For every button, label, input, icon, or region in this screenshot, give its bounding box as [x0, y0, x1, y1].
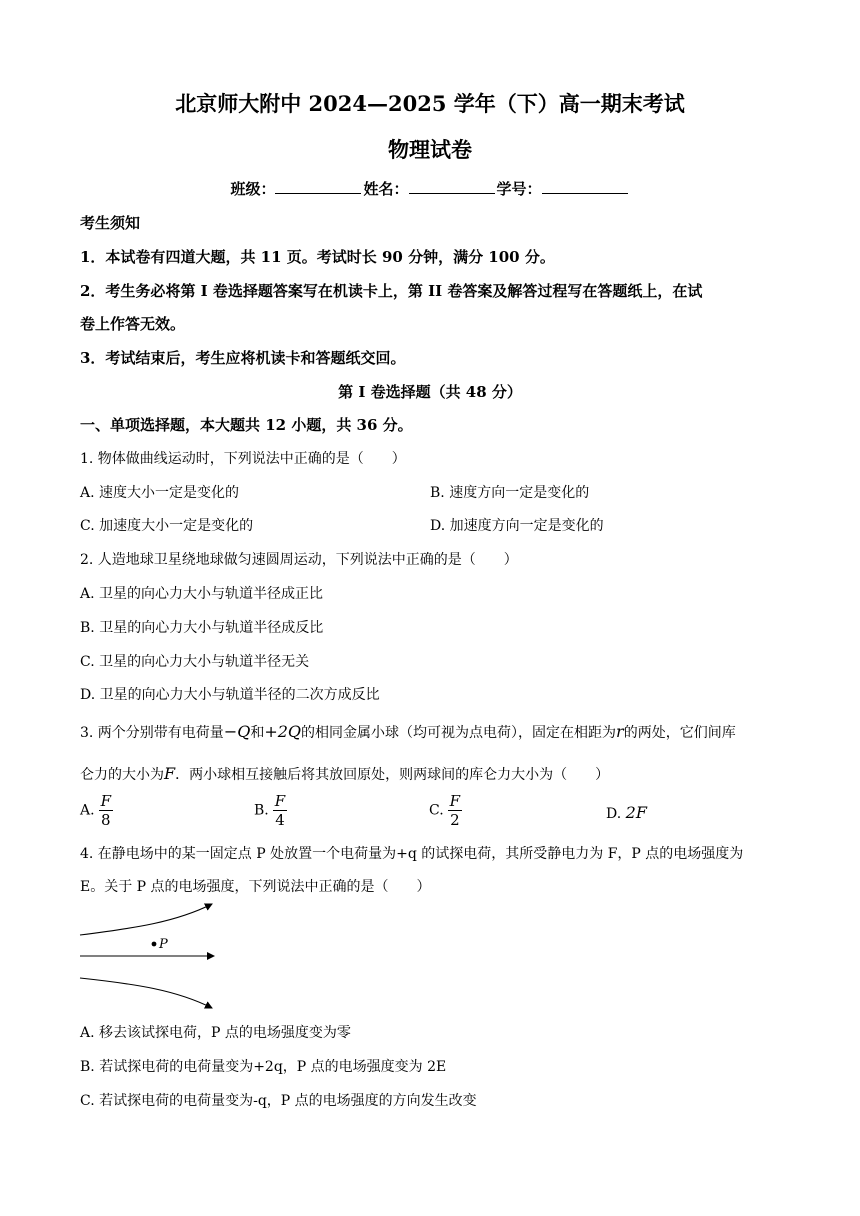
q3-option-b — [254, 792, 287, 829]
q4-option-b: B. 若试探电荷的电荷量变为+2q，P 点的电场强度变为 2E — [80, 1059, 447, 1075]
electric-field-diagram — [76, 902, 226, 1014]
name-blank[interactable] — [409, 181, 495, 194]
notice-item-2a: 2．考生务必将第 I 卷选择题答案写在机读卡上，第 II 卷答案及解答过程写在答题纸上，在试 — [80, 282, 703, 300]
q3-option-d-label: D. — [606, 806, 622, 822]
q3-text-6: ．两小球相互接触后将其放回原处，则两球间的库仑力大小为（ ） — [175, 767, 610, 783]
q3-text-3: 的相同金属小球（均可视为点电荷），固定在相距为 — [301, 725, 617, 741]
q3-stem-line-2 — [80, 764, 609, 784]
q2-option-d: D. 卫星的向心力大小与轨道半径的二次方成反比 — [80, 687, 380, 703]
name-label: 姓名： — [363, 180, 409, 198]
q3-option-c-numerator: F — [449, 792, 461, 810]
q3-option-a — [80, 792, 113, 829]
q3-option-c — [429, 792, 462, 829]
field-line-top — [80, 904, 212, 935]
point-p-dot — [152, 942, 157, 947]
q3-option-b-fraction — [273, 792, 287, 829]
q3-option-a-fraction — [99, 792, 113, 829]
q3-option-b-numerator: F — [274, 792, 286, 810]
q3-option-a-label: A. — [80, 802, 95, 819]
q2-option-a: A. 卫星的向心力大小与轨道半径成正比 — [80, 586, 324, 602]
notice-item-2b: 卷上作答无效。 — [80, 315, 186, 333]
q3-force-f: F — [164, 764, 176, 783]
q3-option-d-value: 2F — [625, 803, 647, 822]
point-p-label: P — [159, 937, 168, 952]
id-blank[interactable] — [542, 181, 628, 194]
q3-option-b-denominator: 4 — [275, 811, 285, 829]
notice-item-1: 1．本试卷有四道大题，共 11 页。考试时长 90 分钟，满分 100 分。 — [80, 248, 555, 266]
q3-text-4: 的两处，它们间库 — [623, 725, 736, 741]
q3-option-d — [606, 803, 647, 822]
q3-charge-plus-2q: +2Q — [264, 722, 302, 741]
q1-option-a: A. 速度大小一定是变化的 — [80, 485, 240, 501]
q3-option-a-denominator: 8 — [101, 811, 111, 829]
q2-stem: 2. 人造地球卫星绕地球做匀速圆周运动，下列说法中正确的是（ ） — [80, 552, 518, 568]
student-info-fields — [0, 178, 860, 199]
q4-stem-line-2: E。关于 P 点的电场强度，下列说法中正确的是（ ） — [80, 879, 431, 895]
q1-stem: 1. 物体做曲线运动时，下列说法中正确的是（ ） — [80, 451, 406, 467]
field-line-bottom — [80, 978, 212, 1008]
q3-charge-minus-q: −Q — [223, 722, 251, 741]
id-label: 学号： — [496, 180, 542, 198]
part-1-title: 第 I 卷选择题（共 48 分） — [338, 383, 522, 401]
section-1-title: 一、单项选择题，本大题共 12 小题，共 36 分。 — [80, 416, 413, 434]
q1-option-d: D. 加速度方向一定是变化的 — [430, 518, 604, 534]
notice-item-3: 3．考试结束后，考生应将机读卡和答题纸交回。 — [80, 349, 406, 367]
q1-option-b: B. 速度方向一定是变化的 — [430, 485, 590, 501]
exam-subtitle: 物理试卷 — [388, 137, 472, 162]
q4-option-c: C. 若试探电荷的电荷量变为-q，P 点的电场强度的方向发生改变 — [80, 1093, 477, 1109]
q3-text-2: 和 — [250, 725, 265, 741]
q3-option-c-denominator: 2 — [450, 811, 460, 829]
q3-stem-line-1 — [80, 722, 736, 742]
class-blank[interactable] — [275, 181, 361, 194]
q2-option-b: B. 卫星的向心力大小与轨道半径成反比 — [80, 620, 324, 636]
q4-stem-line-1: 4. 在静电场中的某一固定点 P 处放置一个电荷量为+q 的试探电荷，其所受静电力为 F，P 点的电场强度为 — [80, 846, 744, 862]
class-label: 班级： — [230, 180, 276, 198]
q4-option-a: A. 移去该试探电荷，P 点的电场强度变为零 — [80, 1025, 351, 1041]
q3-distance-r: r — [616, 722, 624, 741]
q3-option-a-numerator: F — [100, 792, 111, 810]
q3-option-b-label: B. — [254, 802, 269, 819]
q2-option-c: C. 卫星的向心力大小与轨道半径无关 — [80, 654, 310, 670]
notice-heading: 考生须知 — [80, 214, 141, 232]
q3-text-5: 仑力的大小为 — [80, 767, 164, 783]
q3-option-c-fraction — [448, 792, 462, 829]
q1-option-c: C. 加速度大小一定是变化的 — [80, 518, 254, 534]
q3-option-c-label: C. — [429, 802, 444, 819]
exam-title: 北京师大附中 2024—2025 学年（下）高一期末考试 — [175, 91, 685, 116]
q3-text-1: 3. 两个分别带有电荷量 — [80, 725, 224, 741]
